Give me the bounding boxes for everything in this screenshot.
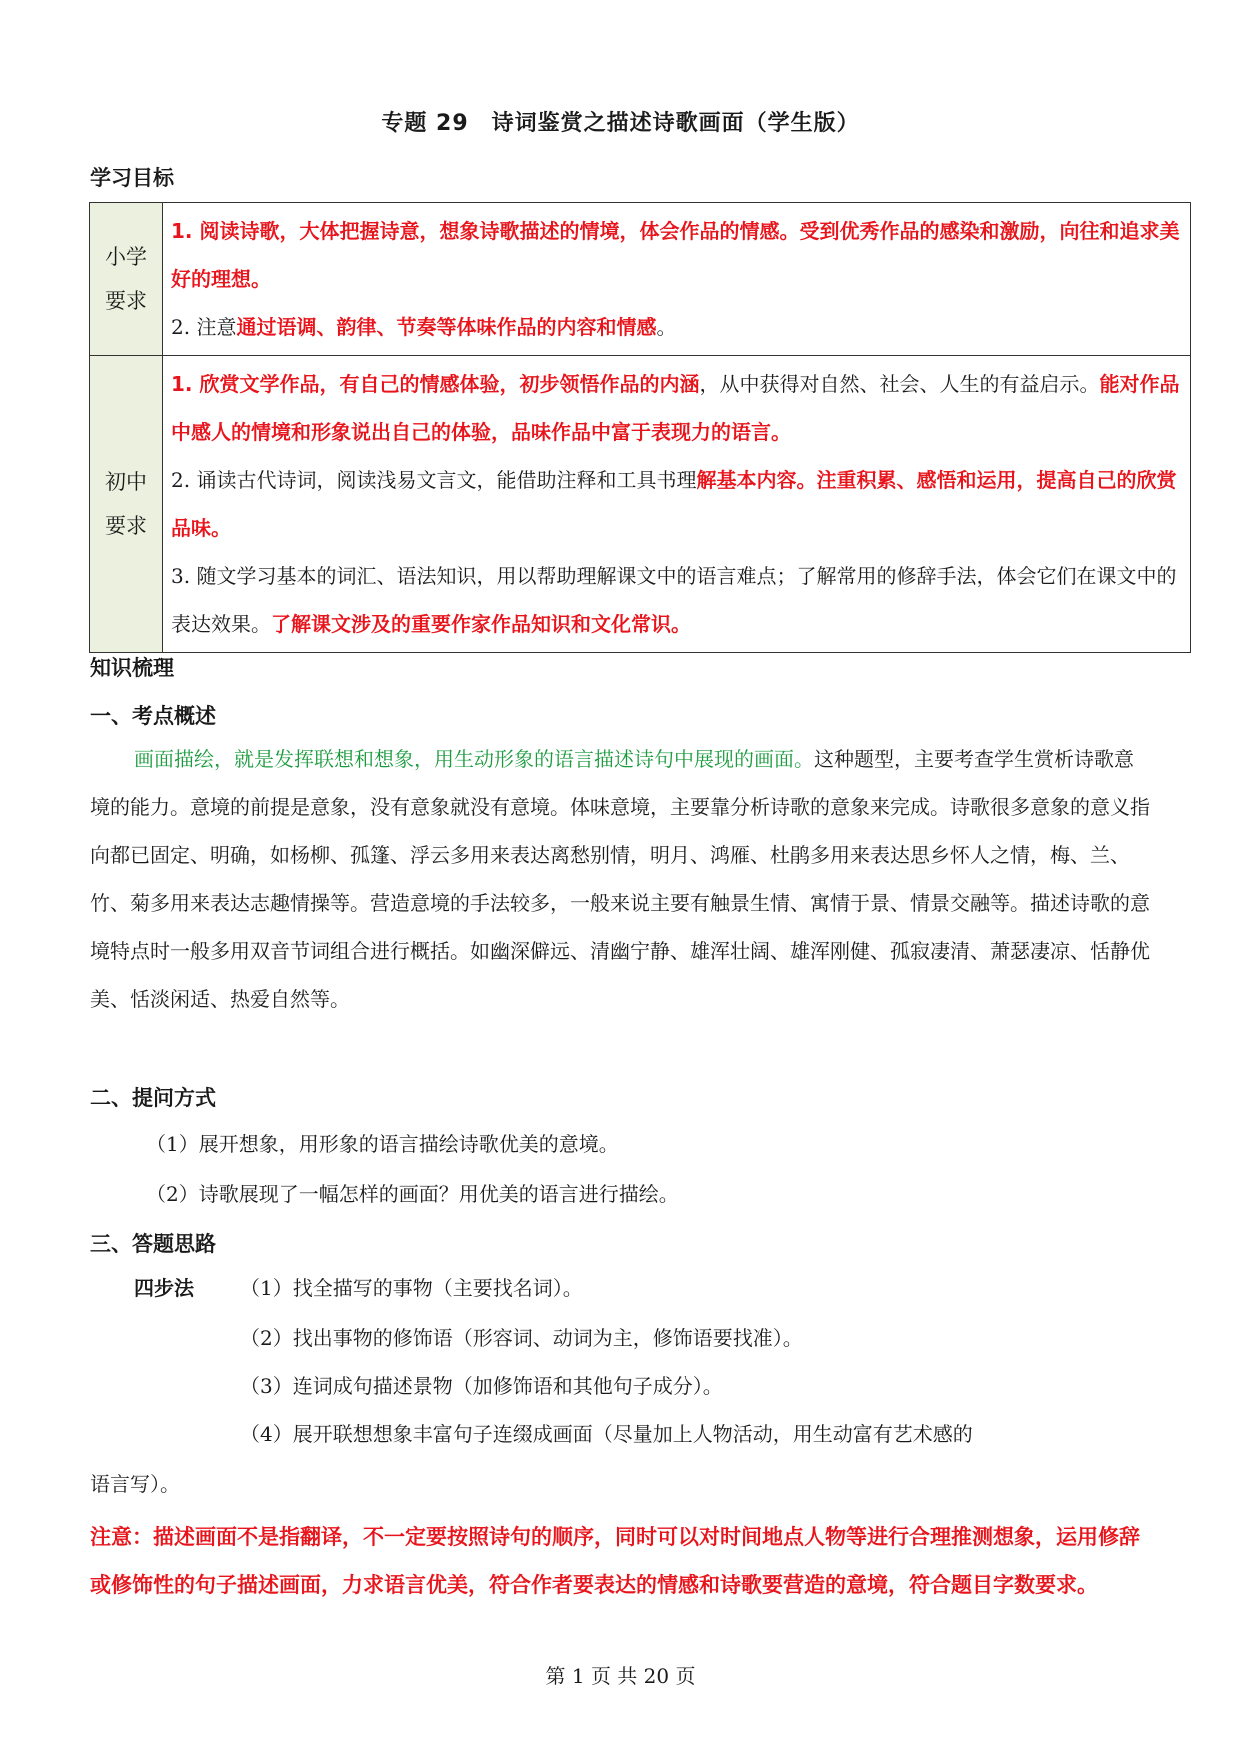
primary-label: 小学 要求 [90, 203, 163, 356]
steps-label: 四步法 [134, 1276, 194, 1300]
requirements-table [89, 202, 1191, 653]
middle-item-3: 3. 随文学习基本的词汇、语法知识，用以帮助理解课文中的语言难点；了解常用的修辞手法，体会它们在课文中的表达效果。了解课文涉及的重要作家作品知识和文化常识。 [171, 564, 1177, 636]
section-1-paragraph: 画面描绘，就是发挥联想和想象，用生动形象的语言描述诗句中展现的画面。这种题型，主要考查学生赏析诗歌意境的能力。意境的前提是意象，没有意象就没有意境。体味意境，主要靠分析诗歌的意象来完成。诗歌很多意象的意义指向都已固定、明确，如杨柳、孤篷、浮云多用来表达离愁别情，明月、鸿雁、杜鹃多用来表达思乡怀人之情，梅、兰、竹、菊多用来表达志趣情操等。营造意境的手法较多，一般来说主要有触景生情、寓情于景、情景交融等。描述诗歌的意境特点时一般多用双音节词组合进行概括。如幽深僻远、清幽宁静、雄浑壮阔、雄浑刚健、孤寂凄清、萧瑟凄凉、恬静优美、恬淡闲适、热爱自然等。 [90, 747, 1150, 1011]
step-2: （2）找出事物的修饰语（形容词、动词为主，修饰语要找准）。 [240, 1326, 803, 1350]
step-1: （1）找全描写的事物（主要找名词）。 [240, 1276, 583, 1300]
note-paragraph: 注意：描述画面不是指翻译，不一定要按照诗句的顺序，同时可以对时间地点人物等进行合理推测想象，运用修辞或修饰性的句子描述画面，力求语言优美，符合作者要表达的情感和诗歌要营造的意境，符合题目字数要求。 [90, 1525, 1140, 1597]
middle-item-1: 1. 欣赏文学作品，有自己的情感体验，初步领悟作品的内涵，从中获得对自然、社会、人生的有益启示。能对作品中感人的情境和形象说出自己的体验，品味作品中富于表现力的语言。 [171, 372, 1180, 444]
goals-heading: 学习目标 [90, 166, 174, 190]
primary-item-1: 1. 阅读诗歌，大体把握诗意，想象诗歌描述的情境，体会作品的情感。受到优秀作品的感染和激励，向往和追求美好的理想。 [171, 219, 1180, 291]
table-row [90, 203, 1191, 356]
primary-item-2: 2. 注意通过语调、韵律、节奏等体味作品的内容和情感。 [171, 315, 677, 339]
page-footer: 第 1 页 共 20 页 [545, 1664, 696, 1688]
middle-label: 初中 要求 [90, 356, 163, 653]
section-3-heading: 三、答题思路 [90, 1232, 216, 1256]
question-2: （2）诗歌展现了一幅怎样的画面？用优美的语言进行描绘。 [146, 1182, 679, 1206]
middle-item-2: 2. 诵读古代诗词，阅读浅易文言文，能借助注释和工具书理解基本内容。注重积累、感悟和运用，提高自己的欣赏品味。 [171, 468, 1177, 540]
step-4-continued: 语言写）。 [90, 1472, 180, 1496]
section-2-heading: 二、提问方式 [90, 1086, 216, 1110]
knowledge-heading: 知识梳理 [90, 656, 174, 680]
question-1: （1）展开想象，用形象的语言描绘诗歌优美的意境。 [146, 1132, 619, 1156]
primary-content [163, 203, 1191, 356]
step-3: （3）连词成句描述景物（加修饰语和其他句子成分）。 [240, 1374, 723, 1398]
page-title: 专题 29 诗词鉴赏之描述诗歌画面（学生版） [381, 111, 860, 136]
step-4: （4）展开联想想象丰富句子连缀成画面（尽量加上人物活动，用生动富有艺术感的 [240, 1422, 973, 1446]
middle-content [163, 356, 1191, 653]
table-row [90, 356, 1191, 653]
section-1-heading: 一、考点概述 [90, 704, 216, 728]
